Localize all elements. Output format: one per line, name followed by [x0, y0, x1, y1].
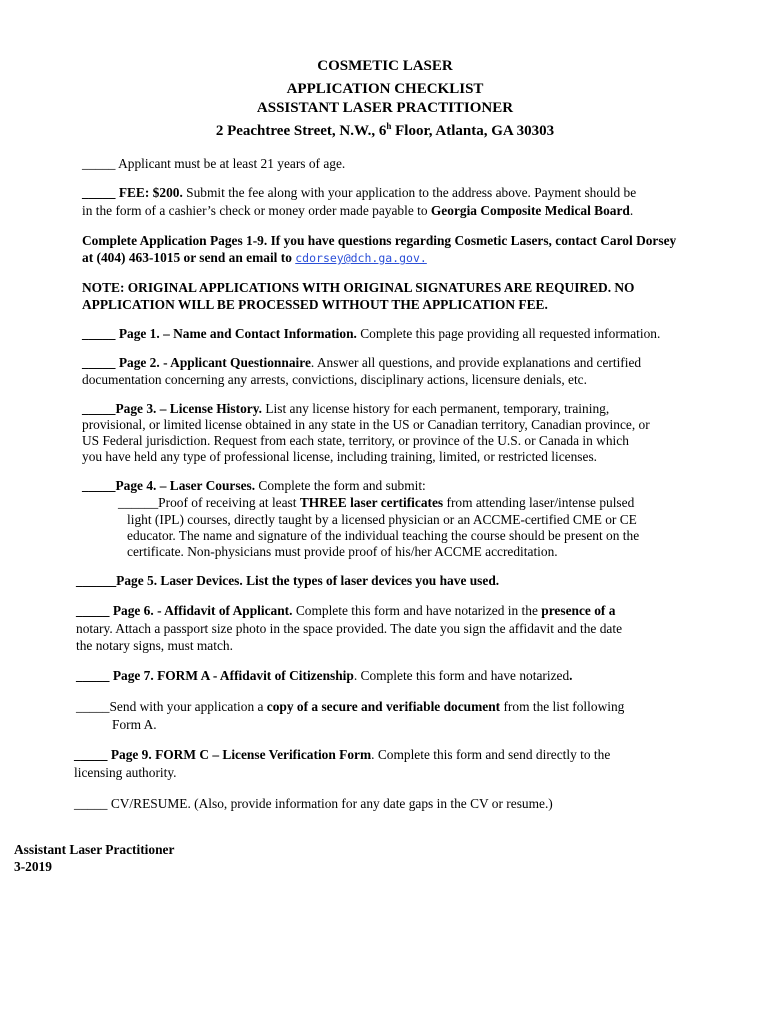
item-page4-sub-line4: certificate. Non-physicians must provide proof of his/her ACCME accreditation.	[127, 544, 558, 559]
item-page4-sub-line3: educator. The name and signature of the individual teaching the course should be present on the	[127, 528, 640, 543]
item-send-document	[76, 698, 624, 715]
item-page4-sub-line2: light (IPL) courses, directly taught by a licensed physician or an ACCME-certified CME or CE	[127, 512, 637, 527]
contact-text: at (404) 463-1015 or send an email to	[82, 250, 296, 265]
title-assistant-laser-practitioner: ASSISTANT LASER PRACTITIONER	[256, 100, 514, 116]
item-page6	[76, 602, 615, 619]
item-page9-line2: licensing authority.	[74, 765, 177, 780]
item-page7	[76, 667, 573, 684]
item-page3-line4: you have held any type of professional license, including training, limited, or restricted licenses.	[82, 449, 598, 464]
item-page9	[74, 746, 610, 763]
page7-text: . Complete this form and have notarized	[353, 668, 570, 683]
address-part1: 2 Peachtree Street, N.W., 6	[215, 123, 387, 139]
page4-sub-end: from attending laser/intense pulsed	[443, 495, 635, 510]
page7-label: _____ Page 7. FORM A - Affidavit of Citizenship	[76, 668, 354, 683]
footer-date: 3-2019	[14, 859, 52, 874]
page7-dot: .	[569, 668, 573, 683]
fee-payee: Georgia Composite Medical Board	[430, 203, 630, 218]
footer-title: Assistant Laser Practitioner	[14, 842, 175, 857]
page9-label: _____ Page 9. FORM C – License Verification Form	[74, 747, 372, 762]
item-page3	[82, 400, 609, 417]
address-superscript: h	[386, 121, 392, 131]
item-page2-line2: documentation concerning any arrests, convictions, disciplinary actions, licensure denials, etc.	[82, 372, 587, 387]
send-text: _____Send with your application a	[76, 699, 267, 714]
page4-sub-bold: THREE laser certificates	[299, 495, 444, 510]
note-line2: APPLICATION WILL BE PROCESSED WITHOUT THE APPLICATION FEE.	[82, 297, 548, 312]
page3-text: List any license history for each permanent, temporary, training,	[262, 401, 610, 416]
item-cv-resume: _____ CV/RESUME. (Also, provide information for any date gaps in the CV or resume.)	[74, 796, 553, 811]
complete-pages-line1: Complete Application Pages 1-9. If you have questions regarding Cosmetic Lasers, contact Carol Dorsey	[82, 233, 677, 248]
item-fee-line2	[82, 202, 633, 219]
item-age: _____ Applicant must be at least 21 years of age.	[82, 156, 346, 171]
item-page5: ______Page 5. Laser Devices. List the types of laser devices you have used.	[76, 573, 500, 588]
page1-label: _____ Page 1. – Name and Contact Information.	[82, 326, 357, 341]
page1-text: Complete this page providing all requested information.	[356, 326, 661, 341]
item-page6-line3: the notary signs, must match.	[76, 638, 233, 653]
title-application-checklist: APPLICATION CHECKLIST	[286, 81, 484, 97]
fee-line2-end: .	[629, 203, 634, 218]
page4-text: Complete the form and submit:	[255, 478, 426, 493]
header-address	[0, 121, 770, 141]
page2-label: _____ Page 2. - Applicant Questionnaire	[82, 355, 311, 370]
item-page1	[82, 325, 660, 342]
item-page4	[82, 477, 426, 494]
fee-label: _____ FEE: $200.	[82, 185, 183, 200]
page4-label: _____Page 4. – Laser Courses.	[82, 478, 256, 493]
address-part2: Floor, Atlanta, GA 30303	[391, 123, 555, 139]
item-page4-sub	[118, 494, 634, 511]
item-page3-line3: US Federal jurisdiction. Request from each state, territory, or province of the U.S. or Canada in which	[82, 433, 629, 448]
page6-bold2: presence of a	[541, 603, 616, 618]
page4-sub-text: ______Proof of receiving at least	[118, 495, 300, 510]
title-cosmetic-laser: COSMETIC LASER	[317, 58, 453, 74]
page6-label: _____ Page 6. - Affidavit of Applicant.	[76, 603, 293, 618]
item-send-line2: Form A.	[112, 717, 157, 732]
page6-text: Complete this form and have notarized in the	[292, 603, 542, 618]
item-page2	[82, 354, 641, 371]
send-end: from the list following	[500, 699, 625, 714]
email-link[interactable]: cdorsey@dch.ga.gov.	[295, 251, 427, 265]
item-page6-line2: notary. Attach a passport size photo in the space provided. The date you sign the affidavit and the date	[76, 621, 623, 636]
fee-line2-text: in the form of a cashier’s check or money order made payable to	[82, 203, 431, 218]
page2-text: . Answer all questions, and provide explanations and certified	[310, 355, 642, 370]
item-page3-line2: provisional, or limited license obtained in any state in the US or Canadian territory, Canadian province, or	[82, 417, 650, 432]
complete-pages-line2	[82, 249, 427, 267]
send-bold: copy of a secure and verifiable document	[266, 699, 501, 714]
fee-text: Submit the fee along with your application to the address above. Payment should be	[182, 185, 637, 200]
page9-text: . Complete this form and send directly to the	[371, 747, 611, 762]
item-fee	[82, 184, 636, 201]
note-line1: NOTE: ORIGINAL APPLICATIONS WITH ORIGINAL SIGNATURES ARE REQUIRED. NO	[82, 280, 635, 295]
page3-label: _____Page 3. – License History.	[82, 401, 263, 416]
